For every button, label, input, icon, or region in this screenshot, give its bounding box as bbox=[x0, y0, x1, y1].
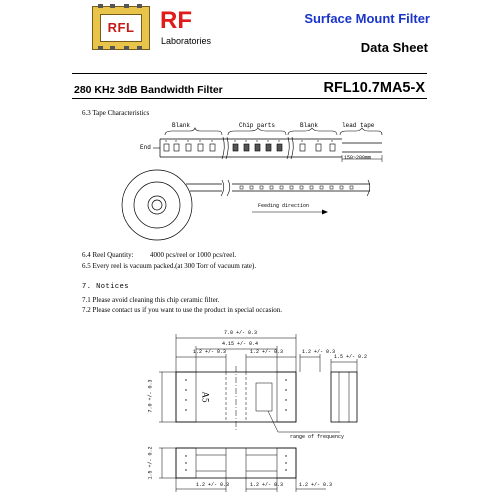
reel-quantity-label: 6.4 Reel Quantity: bbox=[82, 251, 134, 259]
dim-thickness: 1.5 +/- 0.2 bbox=[147, 446, 154, 480]
notice-item-1: 7.1 Please avoid cleaning this chip ceramic filter. bbox=[82, 296, 220, 304]
tape-label-chip-parts: Chip parts bbox=[239, 122, 276, 129]
dim-total-width: 7.0 +/- 0.3 bbox=[224, 330, 258, 336]
reel-vacuum-note: 6.5 Every reel is vacuum packed.(at 300 Torr of vacuum rate). bbox=[82, 262, 257, 270]
dim-right-segment: 1.2 +/- 0.3 bbox=[302, 349, 336, 355]
notices-heading: 7. Notices bbox=[82, 283, 130, 291]
dim-bottom-right: 1.2 +/- 0.3 bbox=[299, 482, 333, 488]
dim-bottom-mid: 1.2 +/- 0.3 bbox=[250, 482, 284, 488]
dim-height: 7.0 +/- 0.3 bbox=[147, 379, 154, 413]
dim-side-width: 1.5 +/- 0.2 bbox=[334, 354, 368, 360]
brand-subtitle: Laboratories bbox=[161, 36, 212, 46]
freq-range-label: range of frequency bbox=[290, 434, 345, 440]
tape-label-end: End bbox=[140, 144, 151, 151]
reel-quantity-value: 4000 pcs/reel or 1000 pcs/reel. bbox=[150, 251, 237, 259]
dim-inner-width: 4.15 +/- 0.4 bbox=[222, 341, 259, 347]
feeding-direction-label: Feeding direction bbox=[258, 203, 310, 209]
dim-left-segment: 1.2 +/- 0.3 bbox=[193, 349, 227, 355]
notice-item-2: 7.2 Please contact us if you want to use the product in special occasion. bbox=[82, 306, 283, 314]
logo-text: RFL bbox=[107, 20, 135, 35]
doc-type: Surface Mount Filter bbox=[304, 11, 430, 26]
dim-bottom-left: 1.2 +/- 0.3 bbox=[196, 482, 230, 488]
tape-label-lead-tape: lead tape bbox=[342, 122, 375, 129]
tape-label-blank-left: Blank bbox=[172, 122, 191, 129]
tape-label-blank-right: Blank bbox=[300, 122, 319, 129]
part-marking: A5 bbox=[200, 391, 211, 403]
tape-label-length: 150~200mm bbox=[344, 155, 372, 161]
dim-mid-segment: 1.2 +/- 0.3 bbox=[250, 349, 284, 355]
product-description: 280 KHz 3dB Bandwidth Filter bbox=[74, 84, 223, 96]
tape-heading: 6.3 Tape Characteristics bbox=[82, 109, 150, 117]
part-number: RFL10.7MA5-X bbox=[323, 80, 425, 96]
brand-name: RF bbox=[160, 7, 192, 34]
doc-kind: Data Sheet bbox=[360, 40, 428, 55]
